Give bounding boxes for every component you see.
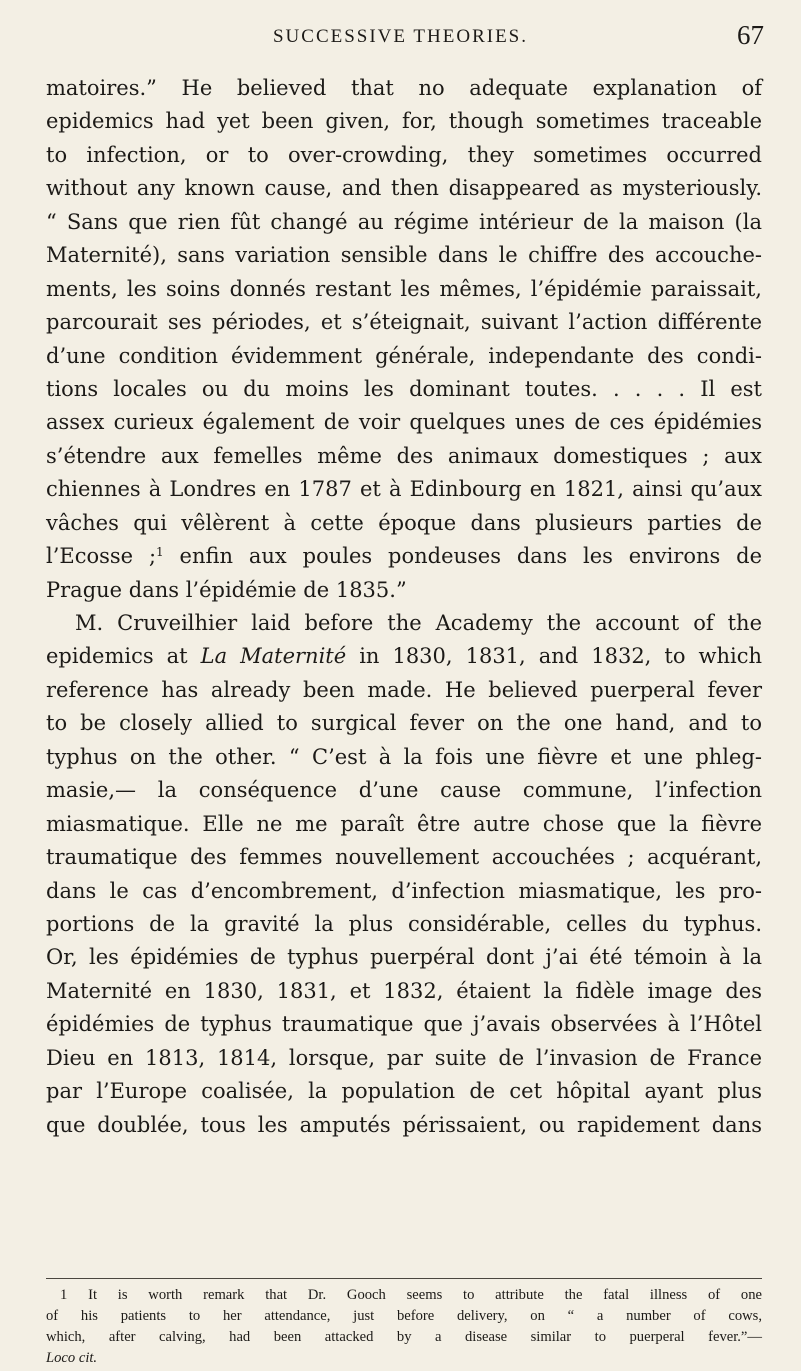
text-line: typhus on the other. “ C’est à la fois une fièvre et une phleg-: [46, 744, 762, 769]
text-line-with-footnote-ref: [46, 540, 762, 573]
text-line: épidémies de typhus traumatique que j’avais observées à l’Hôtel: [46, 1012, 762, 1037]
text-line: vâches qui vêlèrent à cette époque dans plusieurs parties de: [46, 510, 762, 535]
text-line: Prague dans l’épidémie de 1835.”: [46, 577, 407, 602]
text-line: epidemics had yet been given, for, though sometimes traceable: [46, 109, 762, 134]
footnote-marker: 1: [60, 1287, 68, 1303]
italic-title: La Maternité: [200, 644, 347, 669]
text-segment: l’Ecosse ;: [46, 544, 157, 569]
text-line: traumatique des femmes nouvellement accouchées ; acquérant,: [46, 845, 762, 870]
footnote-line: of his patients to her attendance, just before delivery, on “ a number of cows,: [46, 1308, 762, 1324]
footnote-line: which, after calving, had been attacked by a disease similar to puerperal fever.”—: [46, 1329, 762, 1345]
text-segment: epidemics at: [46, 644, 188, 669]
footnote-divider: [46, 1278, 762, 1279]
text-line-with-italic: [46, 640, 762, 673]
text-line: Dieu en 1813, 1814, lorsque, par suite de l’invasion de France: [46, 1045, 762, 1070]
text-line: Or, les épidémies de typhus puerpéral dont j’ai été témoin à la: [46, 945, 762, 970]
footnote-reference: 1: [156, 545, 164, 560]
text-line: par l’Europe coalisée, la population de cet hôpital ayant plus: [46, 1079, 762, 1104]
text-line: s’étendre aux femelles même des animaux domestiques ; aux: [46, 443, 762, 468]
text-line: reference has already been made. He believed puerperal fever: [46, 677, 762, 702]
running-head: [0, 20, 801, 50]
paragraph-start-line: M. Cruveilhier laid before the Academy the account of the: [75, 611, 762, 635]
text-line: to infection, or to over-crowding, they sometimes occurred: [46, 142, 762, 167]
text-line: Maternité en 1830, 1831, et 1832, étaient la fidèle image des: [46, 978, 762, 1003]
text-segment: enfin aux poules pondeuses dans les environs de: [163, 544, 762, 569]
text-line: ments, les soins donnés restant les mêmes, l’épidémie paraissait,: [46, 276, 762, 301]
text-line: masie,— la conséquence d’une cause commune, l’infection: [46, 778, 762, 803]
text-line: d’une condition évidemment générale, independante des condi-: [46, 343, 762, 368]
body-text: [46, 72, 762, 1142]
text-segment: in 1830, 1831, and 1832, to which: [346, 644, 762, 669]
text-line: to be closely allied to surgical fever on the one hand, and to: [46, 711, 762, 736]
text-line: tions locales ou du moins les dominant toutes. . . . . Il est: [46, 376, 762, 401]
text-line: dans le cas d’encombrement, d’infection miasmatique, les pro-: [46, 878, 762, 903]
footnotes: [46, 1285, 762, 1369]
running-title: SUCCESSIVE THEORIES.: [272, 26, 528, 47]
text-segment: It is worth remark that Dr. Gooch seems to attribute the fatal illness of one: [67, 1287, 762, 1303]
text-line: chiennes à Londres en 1787 et à Edinbourg en 1821, ainsi qu’aux: [46, 477, 762, 502]
text-line: assex curieux également de voir quelques unes de ces épidémies: [46, 410, 762, 435]
text-line: without any known cause, and then disappeared as mysteriously.: [46, 176, 762, 201]
text-line: Maternité), sans variation sensible dans le chiffre des accouche-: [46, 243, 762, 268]
text-line: matoires.” He believed that no adequate explanation of: [46, 76, 762, 100]
footnote-citation: Loco cit.: [46, 1350, 98, 1366]
text-line: que doublée, tous les amputés périssaient, ou rapidement dans: [46, 1112, 762, 1137]
text-line: miasmatique. Elle ne me paraît être autre chose que la fièvre: [46, 811, 762, 836]
page-number: 67: [737, 20, 764, 50]
text-line: parcourait ses périodes, et s’éteignait, suivant l’action différente: [46, 310, 762, 335]
text-line: portions de la gravité la plus considérable, celles du typhus.: [46, 911, 762, 936]
text-line: “ Sans que rien fût changé au régime intérieur de la maison (la: [46, 209, 762, 234]
footnote-line: [46, 1285, 762, 1306]
